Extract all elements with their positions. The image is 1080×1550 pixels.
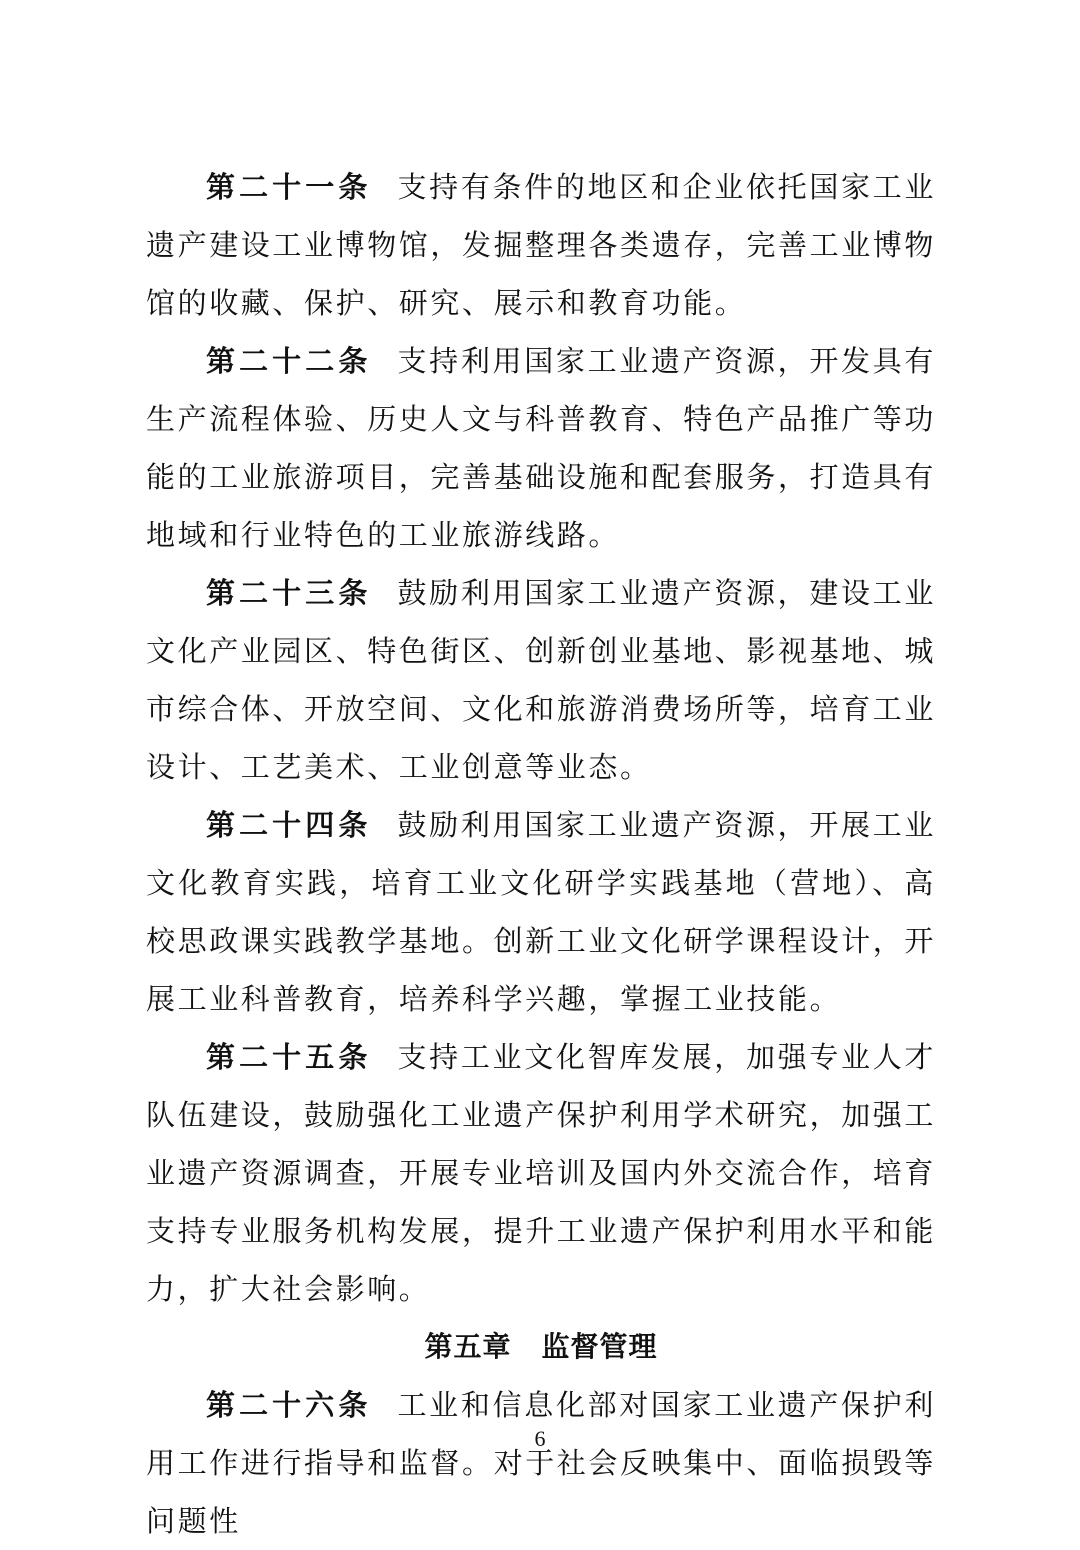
article-21 [146,158,936,332]
article-24 [146,796,936,1028]
article-25 [146,1028,936,1318]
article-text: 鼓励利用国家工业遗产资源，建设工业文化产业园区、特色街区、创新创业基地、影视基地、城市综合体、开放空间、文化和旅游消费场所等，培育工业设计、工艺美术、工业创意等业态。 [146,576,937,784]
article-text: 鼓励利用国家工业遗产资源，开展工业文化教育实践，培育工业文化研学实践基地（营地）、高校思政课实践教学基地。创新工业文化研学课程设计，开展工业科普教育，培养科学兴趣，掌握工业技能。 [146,808,937,1016]
chapter-number: 第五章 [424,1330,512,1363]
page-number: 6 [534,1426,546,1451]
article-number: 第二十五条 [206,1040,372,1074]
article-text: 工业和信息化部对国家工业遗产保护利用工作进行指导和监督。对于社会反映集中、面临损毁等问题性 [146,1388,937,1538]
article-number: 第二十二条 [206,344,372,378]
article-23 [146,564,936,796]
article-22 [146,332,936,564]
article-26 [146,1376,936,1550]
article-text: 支持利用国家工业遗产资源，开发具有生产流程体验、历史人文与科普教育、特色产品推广等功能的工业旅游项目，完善基础设施和配套服务，打造具有地域和行业特色的工业旅游线路。 [146,344,937,552]
article-number: 第二十六条 [206,1388,372,1422]
chapter-title: 监督管理 [541,1330,658,1363]
page-content [146,158,936,1550]
article-text: 支持工业文化智库发展，加强专业人才队伍建设，鼓励强化工业遗产保护利用学术研究，加强工业遗产资源调查，开展专业培训及国内外交流合作，培育支持专业服务机构发展，提升工业遗产保护利用水平和能力，扩大社会影响。 [146,1040,937,1306]
article-number: 第二十三条 [206,576,372,610]
chapter-heading [146,1318,936,1376]
article-text: 支持有条件的地区和企业依托国家工业遗产建设工业博物馆，发掘整理各类遗存，完善工业博物馆的收藏、保护、研究、展示和教育功能。 [146,170,937,320]
article-number: 第二十一条 [206,170,372,204]
article-number: 第二十四条 [206,808,372,842]
